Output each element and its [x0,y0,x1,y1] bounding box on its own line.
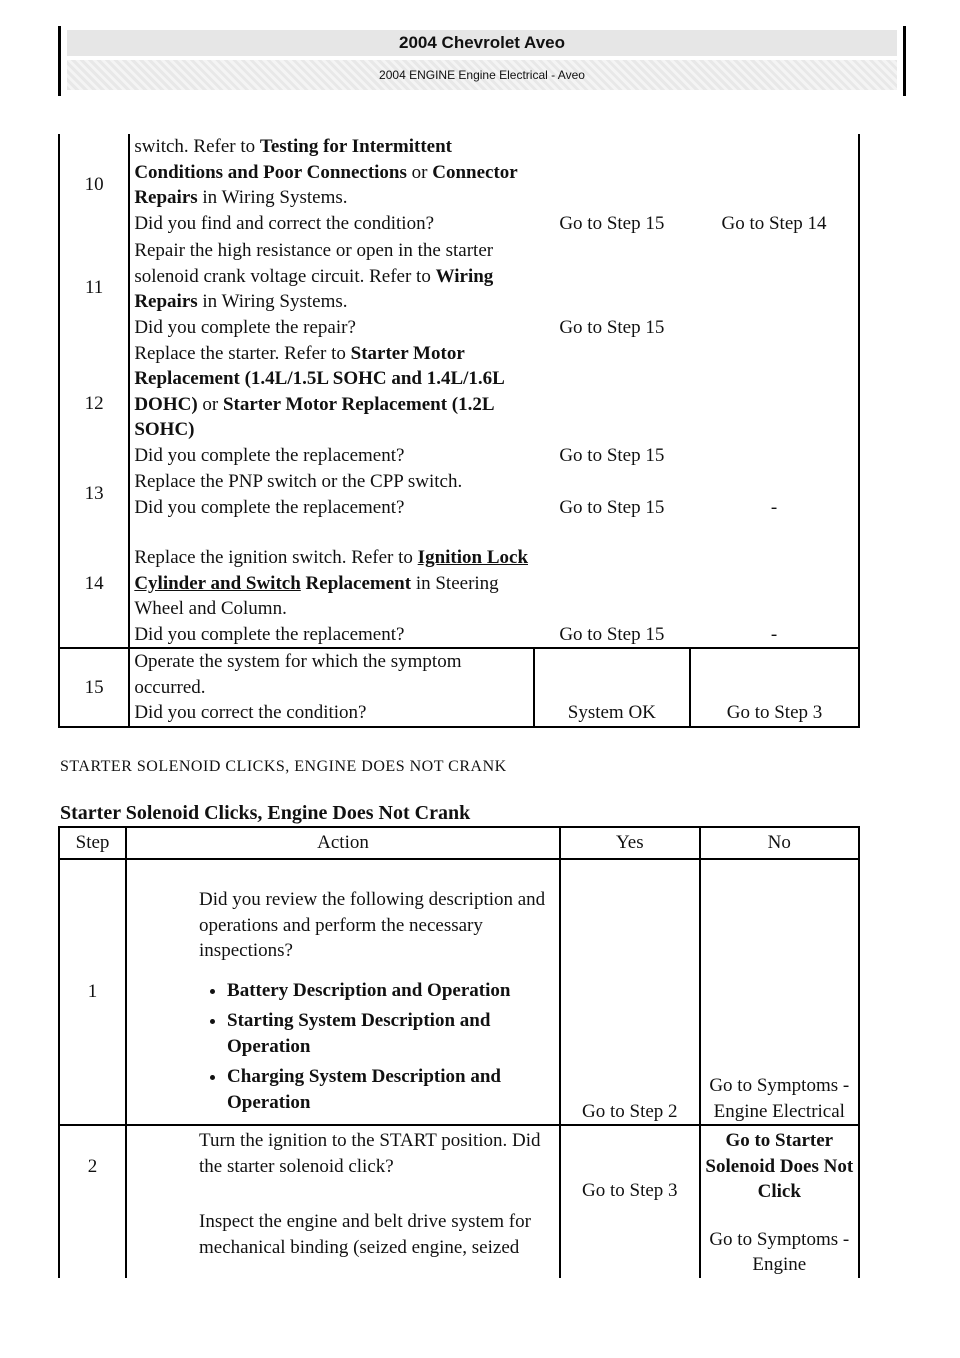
action-text: switch. Refer to [134,136,260,157]
step-number: 11 [59,236,129,340]
action-text: Replace the PNP switch or the CPP switch. [134,471,463,492]
table-row [59,859,859,1125]
table-header-row [59,827,859,859]
no-action[interactable]: - [690,468,859,520]
table-row [59,236,859,340]
link-charging-system-description[interactable]: • Charging System Description and Operation [227,1064,555,1115]
step-number: 13 [59,468,129,520]
reference-link[interactable]: Starter Motor Replacement (1.2L SOHC) [134,393,494,440]
action-text: in Steering Wheel and Column. [134,572,499,619]
action-text: Replace the ignition switch. Refer to [134,547,418,568]
action-cell [126,1125,560,1278]
no-action[interactable] [690,236,859,340]
col-no-header: No [700,827,859,859]
action-text: Inspect the engine and belt drive system for mechanical binding (seized engine, seized [199,1211,531,1258]
action-question: Turn the ignition to the START position. Did the starter solenoid click? [199,1130,541,1177]
action-cell [129,134,533,236]
section-label: STARTER SOLENOID CLICKS, ENGINE DOES NOT CRANK [60,758,507,775]
no-action[interactable]: Go to Step 3 [690,648,859,727]
table-row [59,520,859,648]
link-starting-system-description[interactable]: • Starting System Description and Operation [227,1008,555,1059]
yes-action[interactable]: System OK [534,648,690,727]
header-title: 2004 Chevrolet Aveo [67,30,897,56]
reference-link[interactable]: Ignition Lock Cylinder and Switch [134,547,529,594]
no-action-cell [700,1125,859,1278]
reference-link[interactable]: Testing for Intermittent Conditions and Poor Connections [134,136,452,183]
bullet-list [199,978,555,1116]
no-action[interactable]: Go to Symptoms - Engine Electrical [700,859,859,1125]
action-text: Did you correct the condition? [134,702,367,723]
action-cell [129,468,533,520]
action-cell [126,859,560,1125]
yes-action[interactable]: Go to Step 15 [559,444,665,466]
link-battery-description[interactable]: • Battery Description and Operation [227,978,555,1004]
reference-link[interactable]: Starter Motor Replacement (1.4L/1.5L SOHC and 1.4L/1.6L DOHC) [134,342,504,415]
col-action-header: Action [126,827,560,859]
col-step-header: Step [59,827,126,859]
reference-link[interactable]: Connector Repairs [134,161,518,208]
action-question: Did you review the following description and operations and perform the necessary inspections? [199,889,546,961]
action-cell [129,340,533,468]
step-number: 10 [59,134,129,236]
action-text: Did you find and correct the condition? [134,212,435,234]
no-action[interactable]: Go to Symptoms - Engine [709,1228,850,1275]
action-text: or [197,393,223,415]
yes-action[interactable]: Go to Step 2 [560,859,700,1125]
yes-action[interactable]: Go to Step 15 [559,316,665,338]
table-title: Starter Solenoid Clicks, Engine Does Not Crank [60,802,471,824]
col-yes-header: Yes [560,827,700,859]
step-number: 14 [59,520,129,648]
action-text: Did you complete the replacement? [134,496,405,518]
reference-link[interactable]: Replacement [305,572,412,594]
page-header [58,26,906,96]
action-cell [129,648,533,727]
table-row [59,340,859,468]
action-cell [129,520,533,648]
no-action[interactable] [690,340,859,468]
no-action[interactable]: Go to Step 14 [690,134,859,236]
action-text: Repair the high resistance or open in the starter solenoid crank voltage circuit. Refer to [134,240,494,287]
action-text: Replace the starter. Refer to [134,342,351,364]
yes-action[interactable]: Go to Step 3 [560,1125,700,1278]
step-number: 1 [59,859,126,1125]
action-text: Did you complete the replacement? [134,623,405,645]
diagnostic-table-continued [58,134,860,728]
reference-link[interactable]: Wiring Repairs [134,265,494,312]
action-cell [129,236,533,340]
no-action[interactable]: - [690,520,859,648]
yes-action[interactable]: Go to Step 15 [559,212,665,234]
table-row [59,134,859,236]
no-action[interactable]: Go to Starter Solenoid Does Not Click [705,1130,854,1202]
step-number: 12 [59,340,129,468]
table-row [59,468,859,520]
action-text: Did you complete the repair? [134,316,356,338]
action-text: Did you complete the replacement? [134,444,405,466]
action-text: in Wiring Systems. [197,187,348,208]
step-number: 2 [59,1125,126,1278]
yes-action[interactable]: Go to Step 15 [559,496,665,518]
header-subtitle: 2004 ENGINE Engine Electrical - Aveo [67,60,897,90]
table-row [59,648,859,727]
step-number: 15 [59,648,129,727]
action-text: or [406,161,433,183]
action-text: in Wiring Systems. [197,291,348,312]
action-text: Operate the system for which the symptom occurred. [134,651,462,698]
table-row [59,1125,859,1278]
starter-solenoid-table [58,826,860,1278]
yes-action[interactable]: Go to Step 15 [559,623,665,645]
